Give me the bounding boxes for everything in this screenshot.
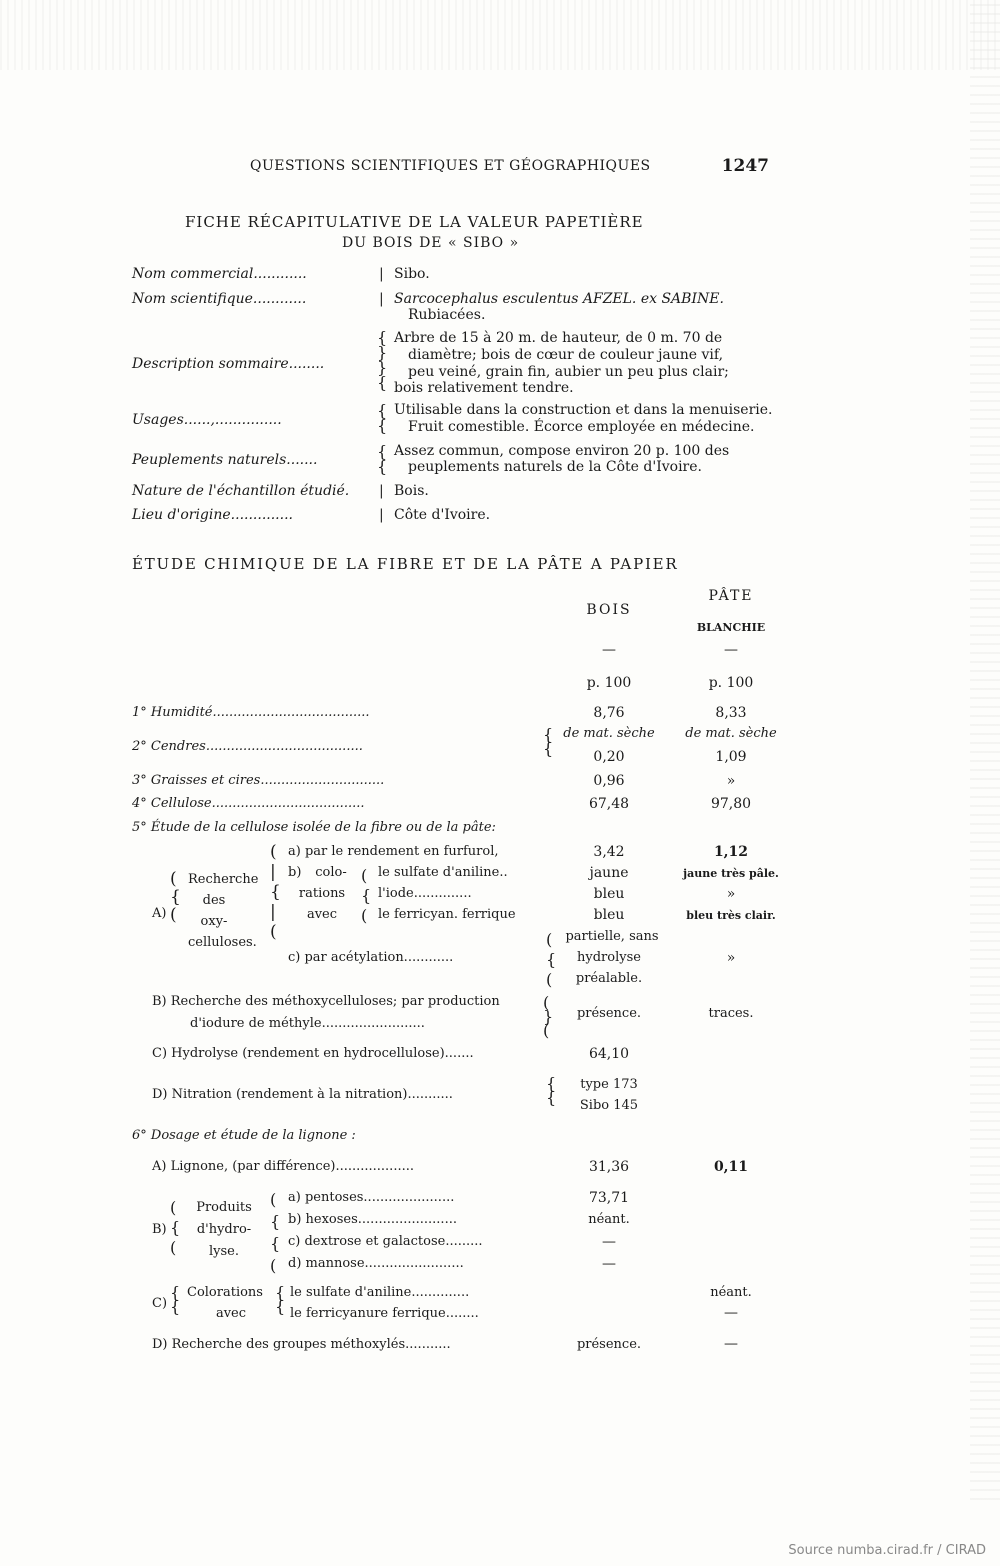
col-dash: — — [602, 642, 616, 658]
brace: ( { ( — [546, 930, 557, 989]
value-pate: néant. — [710, 1285, 752, 1300]
item-label: d) mannose........................ — [288, 1256, 464, 1271]
note-pate: de mat. sèche — [685, 726, 777, 741]
brace: { { — [546, 1074, 557, 1107]
value-pate: bleu très clair. — [686, 909, 776, 922]
fiche-key: Lieu d'origine.............. — [132, 507, 293, 523]
fiche-title-1: FICHE RÉCAPITULATIVE DE LA VALEUR PAPETIÈRE — [185, 213, 644, 231]
col-pate-subheader: BLANCHIE — [696, 621, 766, 634]
fiche-value: peu veiné, grain fin, aubier un peu plus clair; — [408, 364, 729, 380]
value-pate: » — [726, 773, 736, 789]
group-text: colo- — [315, 865, 347, 880]
value-bois: — — [602, 1234, 616, 1250]
item-label: b) hexoses........................ — [288, 1212, 457, 1227]
fiche-key: Nom commercial............ — [132, 266, 307, 282]
value-pate: — — [724, 1305, 738, 1321]
row-label: 5° Étude de la cellulose isolée de la fibre ou de la pâte: — [132, 820, 496, 835]
group-text: avec — [215, 1306, 247, 1321]
value-bois: type 173 — [580, 1077, 638, 1092]
row-label: 6° Dosage et étude de la lignone : — [132, 1128, 356, 1143]
col-dash: — — [724, 642, 738, 658]
fiche-value: Sarcocephalus esculentus AFZEL. ex SABINE. — [394, 291, 724, 307]
value-pate: » — [726, 886, 736, 902]
fiche-value: Assez commun, compose environ 20 p. 100 des — [394, 443, 730, 459]
value-pate: 1,12 — [713, 844, 749, 860]
fiche-bar: | — [379, 483, 384, 499]
fiche-key: Peuplements naturels....... — [132, 452, 318, 468]
value-bois: 67,48 — [588, 796, 630, 812]
section-title: ÉTUDE CHIMIQUE DE LA FIBRE ET DE LA PÂTE A PAPIER — [132, 555, 679, 573]
col-unit: p. 100 — [708, 675, 754, 691]
col-bois-header: BOIS — [586, 602, 632, 618]
note-bois: de mat. sèche — [563, 726, 655, 741]
group-text: oxy- — [200, 914, 228, 929]
group-text: avec — [306, 907, 338, 922]
fiche-value: peuplements naturels de la Côte d'Ivoire. — [408, 459, 702, 475]
group-text: celluloses. — [188, 935, 257, 950]
brace: { { — [377, 442, 388, 476]
row-label: 4° Cellulose..................................... — [132, 796, 365, 811]
value-bois: 73,71 — [588, 1190, 630, 1206]
value-bois: jaune — [589, 865, 629, 881]
brace: ( { ( — [170, 1198, 181, 1257]
row-label: 1° Humidité...................................... — [132, 705, 370, 720]
brace: ( { ( — [361, 866, 372, 925]
fiche-value: Utilisable dans la construction et dans la menuiserie. — [394, 402, 773, 418]
fiche-bar: | — [379, 266, 384, 282]
group-letter: A) — [152, 906, 167, 921]
row-label: D) Nitration (rendement à la nitration)........... — [152, 1087, 453, 1102]
fiche-key: Nom scientifique............ — [132, 291, 307, 307]
row-label: A) Lignone, (par différence)................... — [152, 1159, 414, 1174]
brace: { { — [275, 1283, 286, 1316]
value-bois: Sibo 145 — [579, 1098, 639, 1113]
fiche-value: bois relativement tendre. — [394, 380, 574, 396]
brace: { } } { — [377, 328, 388, 392]
value-bois: hydrolyse — [577, 950, 641, 965]
group-text: d'hydro- — [196, 1222, 252, 1237]
fiche-value: Rubiacées. — [408, 307, 486, 323]
group-text: des — [202, 893, 226, 908]
scan-noise-edge — [970, 0, 1000, 1500]
value-pate: 8,33 — [715, 705, 747, 721]
brace: ( { { ( — [270, 1190, 281, 1275]
row-label: d'iodure de méthyle......................... — [190, 1016, 425, 1031]
brace: { { — [170, 1283, 181, 1316]
value-bois: préalable. — [575, 971, 643, 986]
value-bois: 31,36 — [588, 1159, 630, 1175]
group-text: Colorations — [187, 1285, 263, 1300]
value-pate: 1,09 — [715, 749, 747, 765]
item-label: le sulfate d'aniline.. — [378, 865, 508, 880]
value-pate: 0,11 — [713, 1159, 749, 1175]
item-label: c) dextrose et galactose......... — [288, 1234, 483, 1249]
item-label: c) par acétylation............ — [288, 950, 454, 965]
running-header: QUESTIONS SCIENTIFIQUES ET GÉOGRAPHIQUES — [250, 158, 651, 174]
fiche-value: Bois. — [394, 483, 429, 499]
fiche-key: Nature de l'échantillon étudié. — [132, 483, 350, 499]
row-label: B) Recherche des méthoxycelluloses; par production — [152, 994, 500, 1009]
item-label: a) pentoses...................... — [288, 1190, 455, 1205]
value-pate: 97,80 — [710, 796, 752, 812]
group-letter: B) — [152, 1222, 167, 1237]
group-text: Produits — [196, 1200, 252, 1215]
col-pate-header: PÂTE — [708, 588, 754, 604]
group-text: lyse. — [209, 1244, 239, 1259]
value-bois: bleu — [593, 907, 625, 923]
fiche-key: Description sommaire........ — [132, 356, 325, 372]
brace: ( | { | ( — [270, 842, 281, 942]
item-label: l'iode.............. — [378, 886, 472, 901]
row-label: C) Hydrolyse (rendement en hydrocellulose)....... — [152, 1046, 474, 1061]
value-bois: 3,42 — [593, 844, 625, 860]
source-watermark: Source numba.cirad.fr / CIRAD — [788, 1543, 986, 1558]
fiche-title-2: DU BOIS DE « SIBO » — [342, 235, 520, 251]
value-bois: néant. — [588, 1212, 630, 1227]
group-letter: C) — [152, 1296, 168, 1311]
item-label: le ferricyanure ferrique........ — [290, 1306, 479, 1321]
brace: ( { ( — [170, 869, 181, 925]
row-label: 3° Graisses et cires.............................. — [132, 773, 385, 788]
fiche-bar: | — [379, 291, 384, 307]
fiche-key: Usages......,............... — [132, 412, 282, 428]
item-prefix: b) — [288, 865, 302, 880]
item-label: le ferricyan. ferrique — [378, 907, 516, 922]
fiche-value: Fruit comestible. Écorce employée en médecine. — [408, 419, 755, 435]
document-page — [132, 0, 777, 1566]
value-pate: jaune très pâle. — [683, 867, 779, 880]
value-bois: présence. — [576, 1006, 642, 1021]
col-unit: p. 100 — [586, 675, 632, 691]
group-text: Recherche — [188, 872, 259, 887]
brace: ( } ( — [543, 993, 554, 1040]
item-label: le sulfate d'aniline.............. — [290, 1285, 470, 1300]
value-bois: présence. — [576, 1337, 642, 1352]
value-bois: 0,96 — [593, 773, 625, 789]
brace: { { — [377, 401, 388, 435]
row-label: D) Recherche des groupes méthoxylés........... — [152, 1337, 451, 1352]
page-number: 1247 — [721, 156, 769, 176]
value-bois: — — [602, 1256, 616, 1272]
value-bois: 64,10 — [588, 1046, 630, 1062]
fiche-value: Arbre de 15 à 20 m. de hauteur, de 0 m. 70 de — [394, 330, 723, 346]
value-bois: 0,20 — [593, 749, 625, 765]
value-pate: traces. — [708, 1006, 754, 1021]
fiche-value: Côte d'Ivoire. — [394, 507, 491, 523]
value-bois: bleu — [593, 886, 625, 902]
value-pate: » — [726, 950, 736, 966]
group-text: rations — [298, 886, 346, 901]
value-bois: 8,76 — [593, 705, 625, 721]
value-bois: partielle, sans — [565, 929, 659, 944]
row-label: 2° Cendres...................................... — [132, 739, 363, 754]
value-pate: — — [724, 1336, 738, 1352]
fiche-bar: | — [379, 507, 384, 523]
fiche-value: diamètre; bois de cœur de couleur jaune vif, — [408, 347, 724, 363]
fiche-value: Sibo. — [394, 266, 430, 282]
item-label: a) par le rendement en furfurol, — [288, 844, 499, 859]
brace: { { — [543, 725, 554, 758]
